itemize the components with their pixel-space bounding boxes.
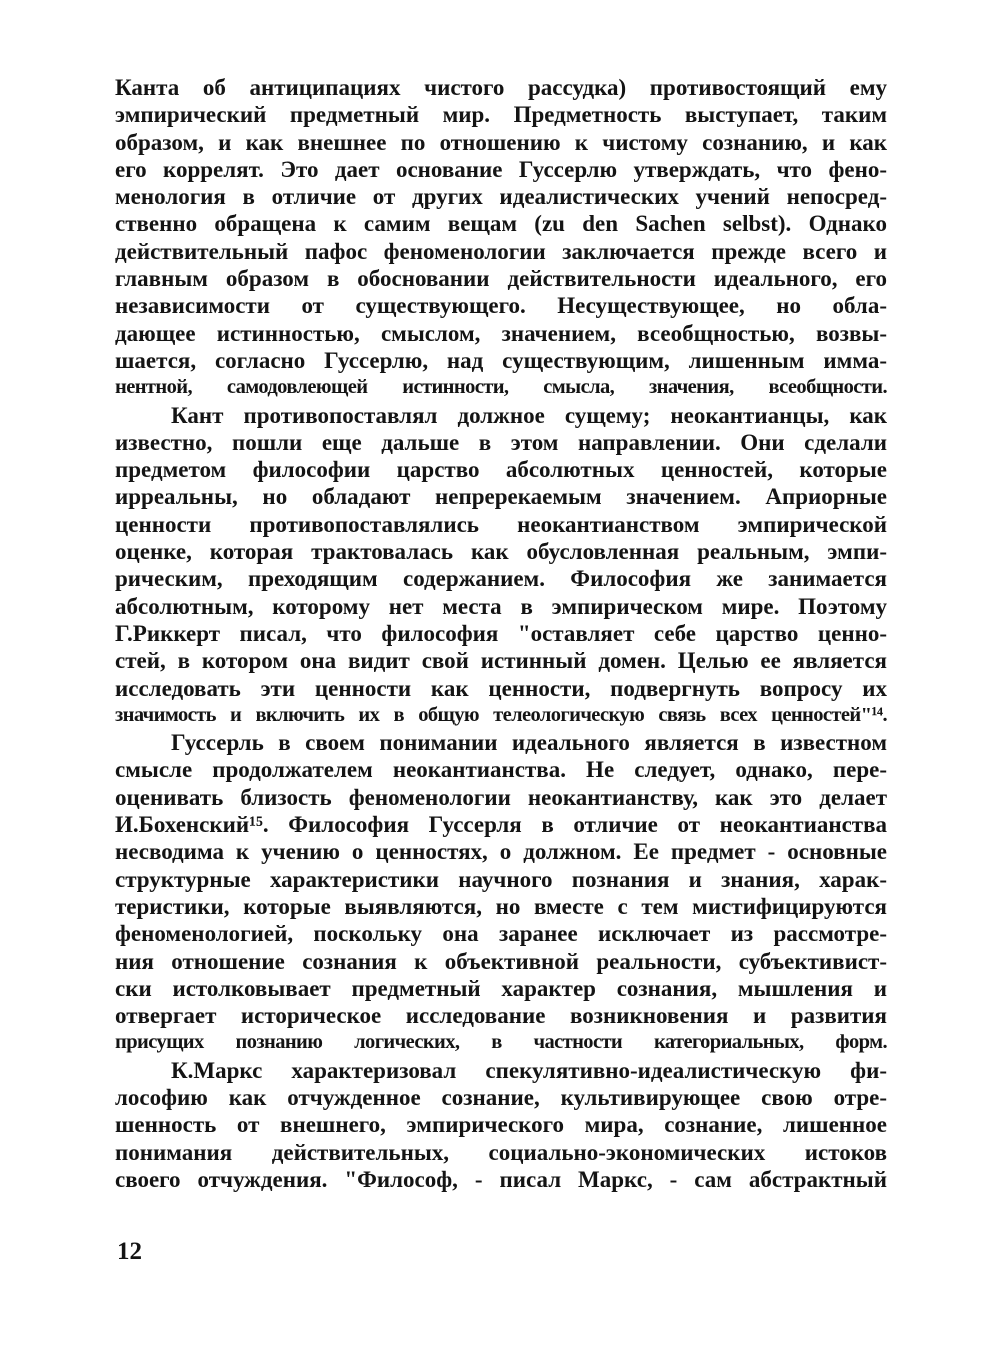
text-line: стей, в котором она видит свой истинный домен. Целью ее является [115,648,887,674]
text-line: ственно обращена к самим вещам (zu den Sachen selbst). Однако [115,211,887,237]
text-line: К.Маркс характеризовал спекулятивно-идеалистическую фи- [171,1057,887,1083]
paragraph [115,729,887,1057]
text-line: известно, пошли еще дальше в этом направлении. Они сделали [115,429,887,455]
text-line: нентной, самодовлеющей истинности, смысла, значения, всеобщности. [115,376,887,399]
page-number: 12 [117,1238,142,1265]
paragraph [115,1057,887,1193]
text-line: Г.Риккерт писал, что философия "оставляет себе царство ценно- [115,620,887,646]
text-line: лософию как отчужденное сознание, культивирующее свою отре- [115,1084,887,1110]
text-line: теристики, которые выявляются, но вместе с тем мистифицируются [115,893,887,919]
text-line: его коррелят. Это дает основание Гуссерлю утверждать, что фено- [115,156,887,182]
text-line: ценности противопоставлялись неокантианством эмпирической [115,511,887,537]
page-body [115,74,887,1193]
text-line: независимости от существующего. Несуществующее, но обла- [115,293,887,319]
text-line: шается, согласно Гуссерлю, над существующим, лишенным имма- [115,347,887,373]
text-line: предметом философии царство абсолютных ценностей, которые [115,457,887,483]
text-line: Кант противопоставлял должное сущему; неокантианцы, как [171,402,887,428]
text-line: эмпирический предметный мир. Предметность выступает, таким [115,102,887,128]
text-line: Гуссерль в своем понимании идеального является в известном [171,730,887,756]
text-line: менология в отличие от других идеалистических учений непосред- [115,184,887,210]
text-line: Канта об антиципациях чистого рассудка) противостоящий ему [115,75,887,100]
text-line: несводима к учению о ценностях, о должном. Ее предмет - основные [115,839,887,865]
text-line: ирреальны, но обладают непререкаемым значением. Априорные [115,484,887,510]
text-line: своего отчуждения. "Философ, - писал Маркс, - сам абстрактный [115,1166,887,1192]
text-line: оценивать близость феноменологии неокантианству, как это делает [115,784,887,810]
text-line: оценке, которая трактовалась как обусловленная реальным, эмпи- [115,539,887,565]
text-line: ния отношение сознания к объективной реальности, субъективист- [115,948,887,974]
paragraph [115,74,887,402]
text-line: структурные характеристики научного познания и знания, харак- [115,866,887,892]
text-line: образом, и как внешнее по отношению к чистому сознанию, и как [115,129,887,155]
text-line: действительный пафос феноменологии заключается прежде всего и [115,238,887,264]
text-line: понимания действительных, социально-экономических истоков [115,1139,887,1165]
text-line: значимость и включить их в общую телеологическую связь всех ценностей"¹⁴. [115,703,887,726]
text-line: ски истолковывает предметный характер сознания, мышления и [115,975,887,1001]
text-line: И.Бохенский¹⁵. Философия Гуссерля в отличие от неокантианства [115,812,887,838]
text-line: присущих познанию логических, в частности категориальных, форм. [115,1031,887,1054]
text-line: отвергает историческое исследование возникновения и развития [115,1003,887,1029]
text-line: смысле продолжателем неокантианства. Не следует, однако, пере- [115,757,887,783]
text-line: рическим, преходящим содержанием. Философия же занимается [115,566,887,592]
text-line: шенность от внешнего, эмпирического мира, сознание, лишенное [115,1112,887,1138]
text-line: дающее истинностью, смыслом, значением, всеобщностью, возвы- [115,320,887,346]
text-line: феноменологией, поскольку она заранее исключает из рассмотре- [115,921,887,947]
text-line: главным образом в обосновании действительности идеального, его [115,266,887,292]
paragraph [115,402,887,730]
text-line: абсолютным, которому нет места в эмпирическом мире. Поэтому [115,593,887,619]
text-line: исследовать эти ценности как ценности, подвергнуть вопросу их [115,675,887,701]
